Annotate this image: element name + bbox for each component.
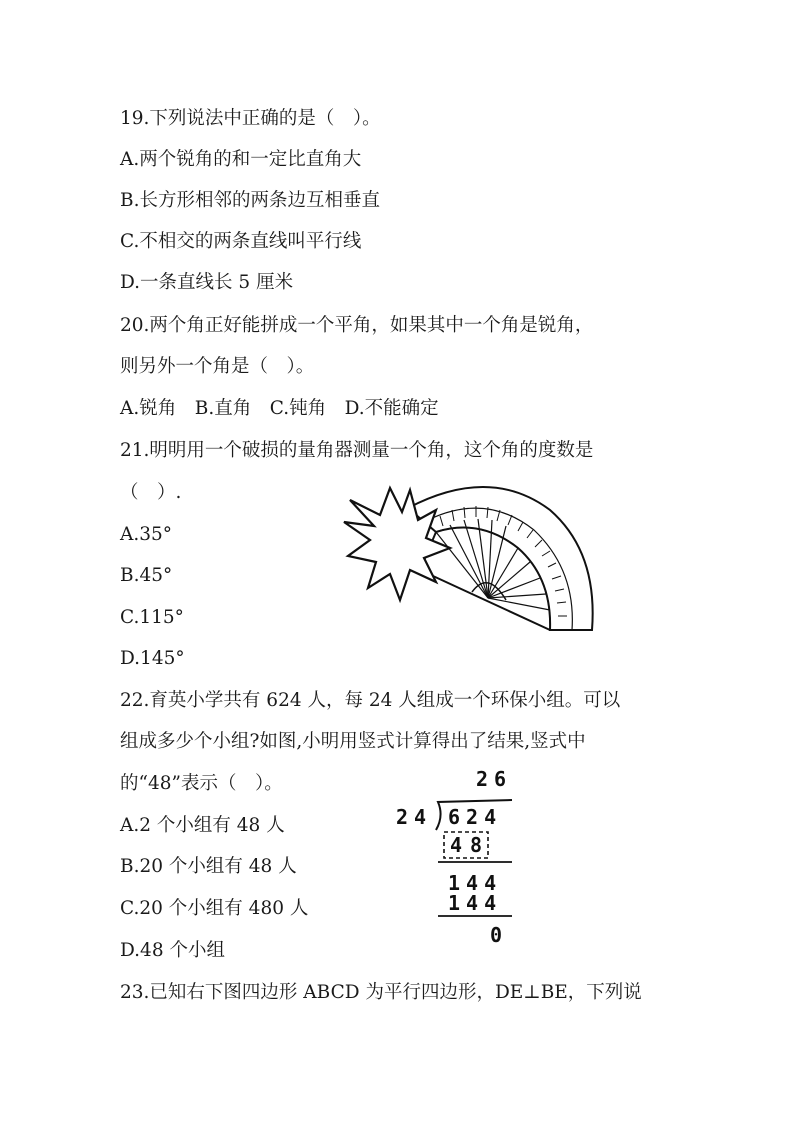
division-divisor: 24 bbox=[396, 805, 433, 829]
q19-option-b: B.长方形相邻的两条边互相垂直 bbox=[120, 190, 380, 211]
q19-option-c: C.不相交的两条直线叫平行线 bbox=[120, 231, 362, 252]
q21-option-a: A.35° bbox=[120, 524, 173, 545]
q22-option-a: A.2 个小组有 48 人 bbox=[120, 815, 285, 836]
division-dividend: 624 bbox=[448, 805, 503, 829]
q22-stem-line2: 组成多少个小组?如图,小明用竖式计算得出了结果,竖式中 bbox=[120, 731, 586, 752]
division-partial-48: 48 bbox=[450, 833, 491, 857]
q22-stem-line1: 22.育英小学共有 624 人，每 24 人组成一个环保小组。可以 bbox=[120, 690, 621, 711]
q19-stem: 19.下列说法中正确的是（ ）。 bbox=[120, 108, 381, 129]
q22-option-c: C.20 个小组有 480 人 bbox=[120, 898, 309, 919]
broken-protractor-figure bbox=[340, 470, 610, 670]
division-remainder-0: 0 bbox=[490, 923, 503, 947]
q22-stem-line3: 的“48”表示（ ）。 bbox=[120, 773, 283, 794]
q20-stem-line1: 20.两个角正好能拼成一个平角，如果其中一个角是锐角， bbox=[120, 315, 594, 336]
q21-option-c: C.115° bbox=[120, 607, 184, 628]
q22-option-d: D.48 个小组 bbox=[120, 940, 225, 961]
division-quotient: 26 bbox=[476, 767, 513, 791]
q21-stem-line1: 21.明明用一个破损的量角器测量一个角，这个角的度数是 bbox=[120, 440, 594, 461]
q20-options: A.锐角 B.直角 C.钝角 D.不能确定 bbox=[120, 398, 439, 419]
q23-stem-line1: 23.已知右下图四边形 ABCD 为平行四边形，DE⊥BE，下列说 bbox=[120, 982, 642, 1003]
long-division-figure bbox=[390, 768, 520, 948]
q19-option-d: D.一条直线长 5 厘米 bbox=[120, 272, 294, 293]
q19-option-a: A.两个锐角的和一定比直角大 bbox=[120, 149, 362, 170]
q21-option-b: B.45° bbox=[120, 565, 173, 586]
division-bracket bbox=[390, 768, 520, 948]
division-remainder-144: 144 bbox=[448, 871, 503, 895]
q21-stem-line2: （ ）. bbox=[120, 482, 182, 503]
division-partial-144: 144 bbox=[448, 891, 503, 915]
q20-stem-line2: 则另外一个角是（ ）。 bbox=[120, 356, 315, 377]
q21-option-d: D.145° bbox=[120, 648, 185, 669]
q22-option-b: B.20 个小组有 48 人 bbox=[120, 856, 297, 877]
